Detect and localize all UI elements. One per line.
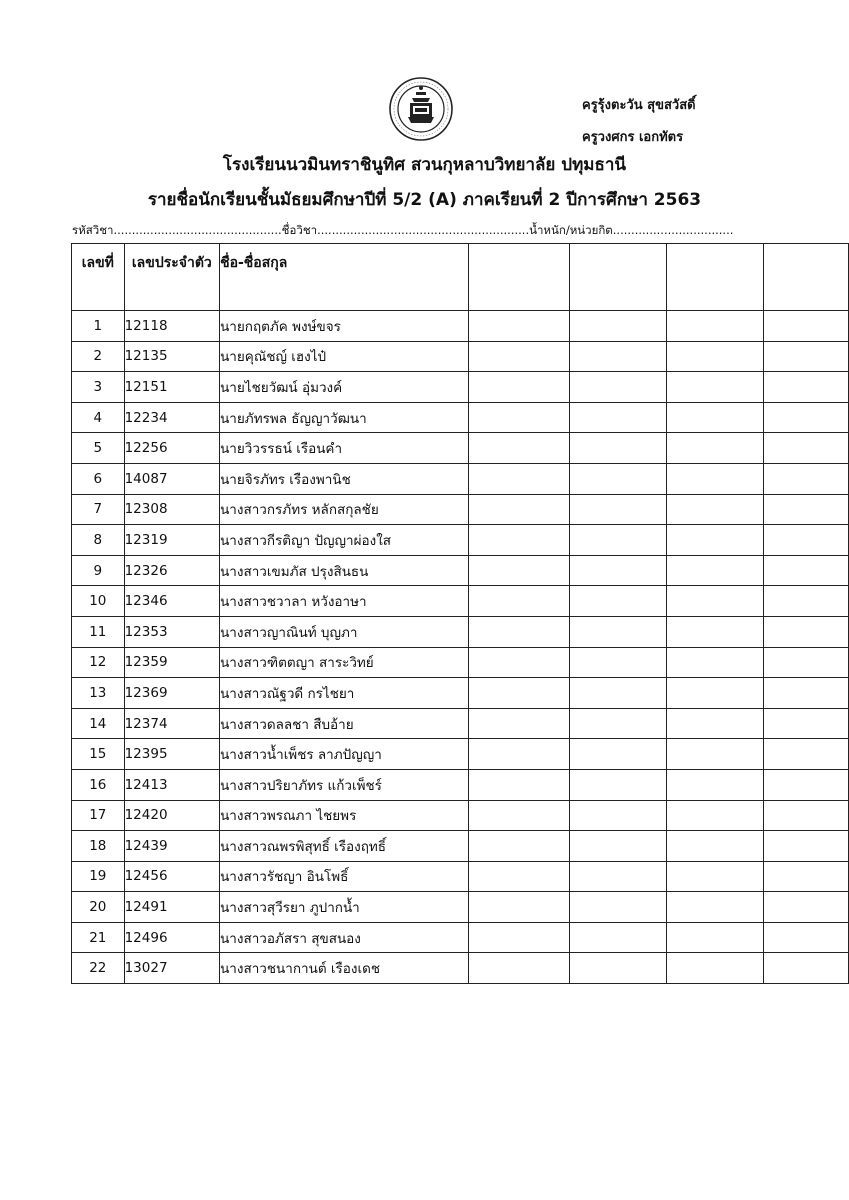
cell-blank <box>764 402 849 433</box>
cell-blank <box>570 341 666 372</box>
table-row <box>72 525 849 556</box>
cell-full-name: นายจิรภัทร เรืองพานิช <box>220 463 469 494</box>
cell-number: 8 <box>72 525 125 556</box>
table-row <box>72 341 849 372</box>
cell-blank <box>764 555 849 586</box>
cell-blank <box>764 433 849 464</box>
cell-blank <box>764 922 849 953</box>
table-header-row <box>72 244 849 311</box>
cell-student-id: 12135 <box>124 341 219 372</box>
cell-student-id: 12256 <box>124 433 219 464</box>
header-blank-column <box>570 244 666 311</box>
cell-full-name: นางสาวฑิตตญา สาระวิทย์ <box>220 647 469 678</box>
cell-number: 3 <box>72 372 125 403</box>
cell-blank <box>570 892 666 923</box>
cell-blank <box>469 800 570 831</box>
cell-full-name: นายไชยวัฒน์ อุ่มวงค์ <box>220 372 469 403</box>
cell-number: 1 <box>72 311 125 342</box>
teacher-name: ครูรุ้งตะวัน สุขสวัสดิ์ <box>582 98 696 113</box>
cell-blank <box>666 402 763 433</box>
cell-student-id: 12413 <box>124 769 219 800</box>
cell-blank <box>469 831 570 862</box>
cell-blank <box>570 616 666 647</box>
cell-student-id: 12439 <box>124 831 219 862</box>
cell-blank <box>764 892 849 923</box>
cell-number: 16 <box>72 769 125 800</box>
cell-blank <box>666 311 763 342</box>
cell-number: 21 <box>72 922 125 953</box>
cell-blank <box>570 525 666 556</box>
cell-blank <box>666 953 763 984</box>
cell-full-name: นางสาวกีรติญา ปัญญาผ่องใส <box>220 525 469 556</box>
cell-full-name: นายวิวรรธน์ เรือนคำ <box>220 433 469 464</box>
cell-blank <box>764 463 849 494</box>
cell-blank <box>764 800 849 831</box>
table-row <box>72 739 849 770</box>
table-row <box>72 800 849 831</box>
cell-student-id: 12395 <box>124 739 219 770</box>
cell-full-name: นางสาวเขมภัส ปรุงสินธน <box>220 555 469 586</box>
cell-blank <box>666 647 763 678</box>
cell-blank <box>764 861 849 892</box>
cell-number: 7 <box>72 494 125 525</box>
cell-blank <box>469 586 570 617</box>
table-row <box>72 494 849 525</box>
cell-blank <box>469 494 570 525</box>
cell-student-id: 12369 <box>124 678 219 709</box>
cell-blank <box>666 586 763 617</box>
cell-blank <box>764 525 849 556</box>
cell-student-id: 13027 <box>124 953 219 984</box>
cell-blank <box>570 678 666 709</box>
cell-blank <box>666 892 763 923</box>
cell-blank <box>469 463 570 494</box>
teacher-names <box>582 90 696 154</box>
cell-full-name: นางสาวพรณภา ไชยพร <box>220 800 469 831</box>
school-seal-logo <box>388 76 454 142</box>
cell-number: 13 <box>72 678 125 709</box>
cell-student-id: 12151 <box>124 372 219 403</box>
table-row <box>72 402 849 433</box>
cell-blank <box>469 311 570 342</box>
cell-student-id: 12353 <box>124 616 219 647</box>
cell-blank <box>764 372 849 403</box>
cell-blank <box>666 708 763 739</box>
cell-blank <box>666 525 763 556</box>
cell-student-id: 12420 <box>124 800 219 831</box>
cell-student-id: 12308 <box>124 494 219 525</box>
table-row <box>72 433 849 464</box>
cell-full-name: นายกฤตภัค พงษ์ขจร <box>220 311 469 342</box>
cell-blank <box>469 647 570 678</box>
cell-blank <box>570 433 666 464</box>
cell-blank <box>469 953 570 984</box>
cell-blank <box>469 616 570 647</box>
cell-blank <box>469 678 570 709</box>
cell-blank <box>570 586 666 617</box>
header-student-id: เลขประจำตัว <box>124 244 219 311</box>
cell-number: 15 <box>72 739 125 770</box>
cell-blank <box>469 525 570 556</box>
cell-blank <box>666 341 763 372</box>
cell-full-name: นางสาวอภัสรา สุขสนอง <box>220 922 469 953</box>
cell-blank <box>764 311 849 342</box>
cell-full-name: นางสาวสุวีรยา ภูปากน้ำ <box>220 892 469 923</box>
cell-number: 20 <box>72 892 125 923</box>
header-blank-column <box>666 244 763 311</box>
cell-student-id: 12326 <box>124 555 219 586</box>
school-title: โรงเรียนนวมินทราชินูทิศ สวนกุหลาบวิทยาลัย ปทุมธานี <box>222 155 627 175</box>
cell-blank <box>570 953 666 984</box>
cell-blank <box>666 616 763 647</box>
cell-blank <box>469 708 570 739</box>
header-full-name: ชื่อ-ชื่อสกุล <box>220 244 469 311</box>
student-roster-table <box>71 243 849 984</box>
cell-blank <box>764 708 849 739</box>
cell-blank <box>570 372 666 403</box>
cell-blank <box>570 311 666 342</box>
cell-blank <box>666 861 763 892</box>
cell-full-name: นางสาวรัชญา อินโพธิ์ <box>220 861 469 892</box>
cell-number: 11 <box>72 616 125 647</box>
cell-blank <box>666 769 763 800</box>
table-row <box>72 892 849 923</box>
cell-full-name: นางสาวน้ำเพ็ชร ลาภปัญญา <box>220 739 469 770</box>
table-row <box>72 953 849 984</box>
cell-number: 5 <box>72 433 125 464</box>
table-row <box>72 586 849 617</box>
table-row <box>72 831 849 862</box>
cell-blank <box>570 800 666 831</box>
cell-blank <box>764 586 849 617</box>
header-blank-column <box>469 244 570 311</box>
cell-blank <box>764 739 849 770</box>
cell-full-name: นางสาวกรภัทร หลักสกุลชัย <box>220 494 469 525</box>
cell-number: 19 <box>72 861 125 892</box>
cell-blank <box>764 769 849 800</box>
table-row <box>72 555 849 586</box>
cell-student-id: 12234 <box>124 402 219 433</box>
table-row <box>72 463 849 494</box>
table-row <box>72 769 849 800</box>
cell-blank <box>469 372 570 403</box>
cell-number: 12 <box>72 647 125 678</box>
cell-blank <box>764 647 849 678</box>
cell-blank <box>469 769 570 800</box>
cell-full-name: นางสาวณัฐวดี กรไชยา <box>220 678 469 709</box>
table-row <box>72 861 849 892</box>
cell-full-name: นางสาวดลลชา สืบอ้าย <box>220 708 469 739</box>
cell-blank <box>469 341 570 372</box>
cell-blank <box>570 555 666 586</box>
cell-student-id: 12346 <box>124 586 219 617</box>
cell-blank <box>469 922 570 953</box>
cell-number: 17 <box>72 800 125 831</box>
cell-blank <box>764 678 849 709</box>
cell-number: 6 <box>72 463 125 494</box>
cell-blank <box>666 800 763 831</box>
cell-number: 4 <box>72 402 125 433</box>
cell-number: 22 <box>72 953 125 984</box>
cell-number: 9 <box>72 555 125 586</box>
cell-blank <box>666 463 763 494</box>
cell-blank <box>570 831 666 862</box>
cell-student-id: 12319 <box>124 525 219 556</box>
cell-blank <box>570 769 666 800</box>
cell-blank <box>469 402 570 433</box>
cell-blank <box>570 647 666 678</box>
cell-blank <box>666 372 763 403</box>
cell-full-name: นางสาวณพรพิสุทธิ์ เรืองฤทธิ์ <box>220 831 469 862</box>
header-number: เลขที่ <box>72 244 125 311</box>
table-row <box>72 647 849 678</box>
cell-student-id: 12374 <box>124 708 219 739</box>
cell-blank <box>469 861 570 892</box>
cell-full-name: นางสาวปริยาภัทร แก้วเพ็ชร์ <box>220 769 469 800</box>
cell-student-id: 14087 <box>124 463 219 494</box>
cell-student-id: 12456 <box>124 861 219 892</box>
cell-blank <box>666 678 763 709</box>
table-row <box>72 678 849 709</box>
class-title: รายชื่อนักเรียนชั้นมัธยมศึกษาปีที่ 5/2 (A) ภาคเรียนที่ 2 ปีการศึกษา 2563 <box>147 190 702 210</box>
cell-blank <box>764 831 849 862</box>
cell-number: 14 <box>72 708 125 739</box>
cell-blank <box>469 892 570 923</box>
cell-blank <box>666 555 763 586</box>
subject-fields-line: รหัสวิชา..............................................ชื่อวิชา..........................................................น้ำหนัก/หน่วยกิต................................. <box>72 223 734 237</box>
cell-blank <box>764 494 849 525</box>
cell-blank <box>764 341 849 372</box>
cell-blank <box>469 555 570 586</box>
cell-blank <box>666 922 763 953</box>
cell-blank <box>570 739 666 770</box>
cell-full-name: นายภัทรพล ธัญญาวัฒนา <box>220 402 469 433</box>
cell-full-name: นางสาวญาณินท์ บุญภา <box>220 616 469 647</box>
cell-blank <box>666 494 763 525</box>
cell-blank <box>764 616 849 647</box>
teacher-name: ครูวงศกร เอกทัตร <box>582 130 684 145</box>
table-row <box>72 616 849 647</box>
cell-blank <box>570 922 666 953</box>
cell-blank <box>666 831 763 862</box>
cell-blank <box>666 433 763 464</box>
cell-student-id: 12496 <box>124 922 219 953</box>
cell-blank <box>570 463 666 494</box>
table-row <box>72 922 849 953</box>
roster-body <box>72 311 849 984</box>
header-blank-column <box>764 244 849 311</box>
cell-full-name: นางสาวชวาลา หวังอาษา <box>220 586 469 617</box>
cell-blank <box>469 739 570 770</box>
cell-student-id: 12359 <box>124 647 219 678</box>
cell-full-name: นายคุณัชญ์ เฮงไป๋ <box>220 341 469 372</box>
table-row <box>72 372 849 403</box>
cell-blank <box>469 433 570 464</box>
cell-full-name: นางสาวชนากานต์ เรืองเดช <box>220 953 469 984</box>
cell-number: 18 <box>72 831 125 862</box>
cell-student-id: 12118 <box>124 311 219 342</box>
cell-blank <box>764 953 849 984</box>
cell-blank <box>570 708 666 739</box>
cell-blank <box>570 861 666 892</box>
cell-blank <box>570 494 666 525</box>
table-row <box>72 708 849 739</box>
cell-blank <box>570 402 666 433</box>
cell-blank <box>666 739 763 770</box>
cell-student-id: 12491 <box>124 892 219 923</box>
cell-number: 10 <box>72 586 125 617</box>
table-row <box>72 311 849 342</box>
cell-number: 2 <box>72 341 125 372</box>
